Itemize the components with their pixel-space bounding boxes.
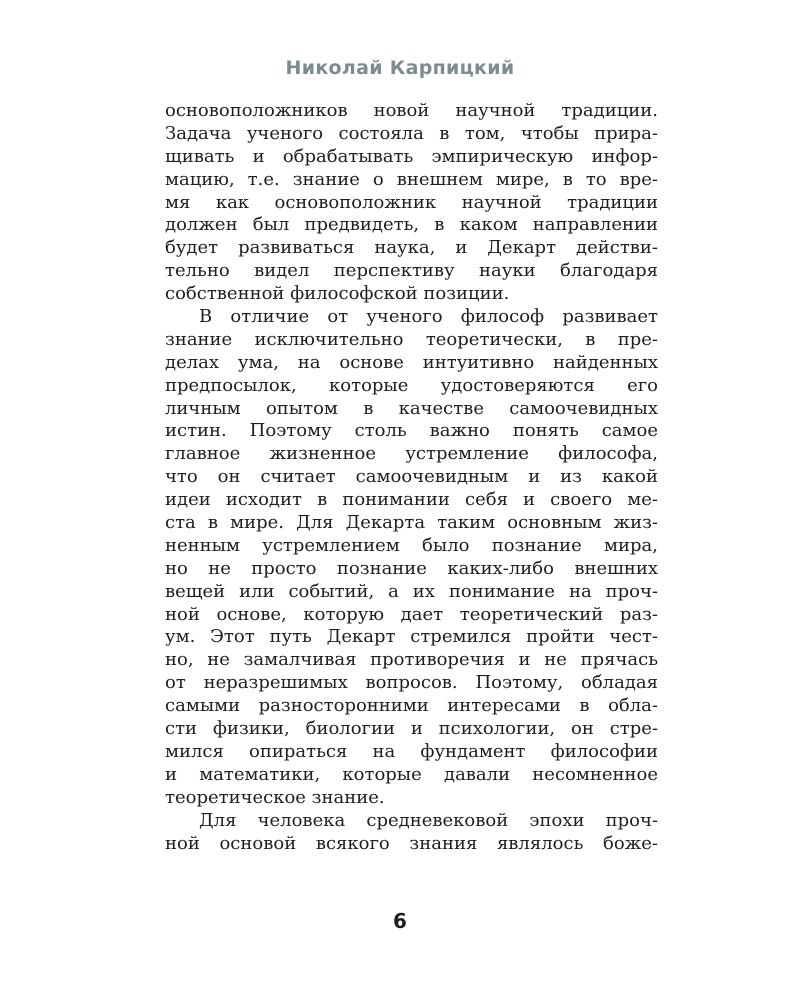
text-line: и математики, которые давали несомненное: [165, 763, 658, 785]
text-line: тельно видел перспективу науки благодаря: [165, 260, 658, 282]
text-line: от неразрешимых вопросов. Поэтому, обладая: [165, 672, 658, 694]
text-line: Для человека средневековой эпохи проч-: [199, 809, 658, 831]
text-line: что он считает самоочевидным и из какой: [165, 466, 658, 488]
text-line: ум. Этот путь Декарт стремился пройти чест-: [165, 626, 658, 648]
text-line: будет развиваться наука, и Декарт действи-: [165, 237, 658, 259]
text-line: мился опираться на фундамент философии: [165, 740, 658, 762]
text-line: сти физики, биологии и психологии, он стре-: [165, 718, 658, 740]
text-line: теоретическое знание.: [165, 786, 385, 808]
text-line: личным опытом в качестве самоочевидных: [165, 397, 658, 419]
text-line: вещей или событий, а их понимание на проч-: [165, 580, 658, 602]
text-line: щивать и обрабатывать эмпирическую инфор-: [165, 145, 658, 167]
text-line: ной основе, которую дает теоретический раз-: [165, 603, 658, 625]
text-line: мацию, т.е. знание о внешнем мире, в то вре-: [165, 168, 658, 190]
text-line: но не просто познание каких-либо внешних: [165, 557, 658, 579]
text-line: мя как основоположник научной традиции: [165, 191, 658, 213]
text-line: основоположников новой научной традиции.: [165, 100, 658, 121]
text-line: главное жизненное устремление философа,: [165, 443, 658, 465]
text-line: делах ума, на основе интуитивно найденных: [165, 351, 658, 373]
page-number: 6: [393, 909, 407, 933]
text-line: идеи исходит в понимании себя и своего ме-: [165, 489, 658, 511]
text-line: В отличие от ученого философ развивает: [199, 306, 658, 328]
text-line: должен был предвидеть, в каком направлении: [165, 214, 658, 236]
body-text: [165, 100, 658, 855]
text-line: предпосылок, которые удостоверяются его: [165, 374, 658, 396]
text-line: но, не замалчивая противоречия и не прячась: [165, 649, 658, 671]
text-line: знание исключительно теоретически, в пре-: [165, 328, 658, 350]
text-line: самыми разносторонними интересами в обла-: [165, 695, 658, 717]
text-line: ненным устремлением было познание мира,: [165, 534, 658, 556]
text-line: Задача ученого состояла в том, чтобы прира-: [165, 122, 658, 144]
text-line: ной основой всякого знания являлось боже-: [165, 832, 658, 854]
text-line: истин. Поэтому столь важно понять самое: [165, 420, 658, 442]
text-line: собственной философской позиции.: [165, 283, 510, 305]
text-line: ста в мире. Для Декарта таким основным жиз-: [165, 512, 658, 534]
running-head: Николай Карпицкий: [285, 57, 515, 79]
